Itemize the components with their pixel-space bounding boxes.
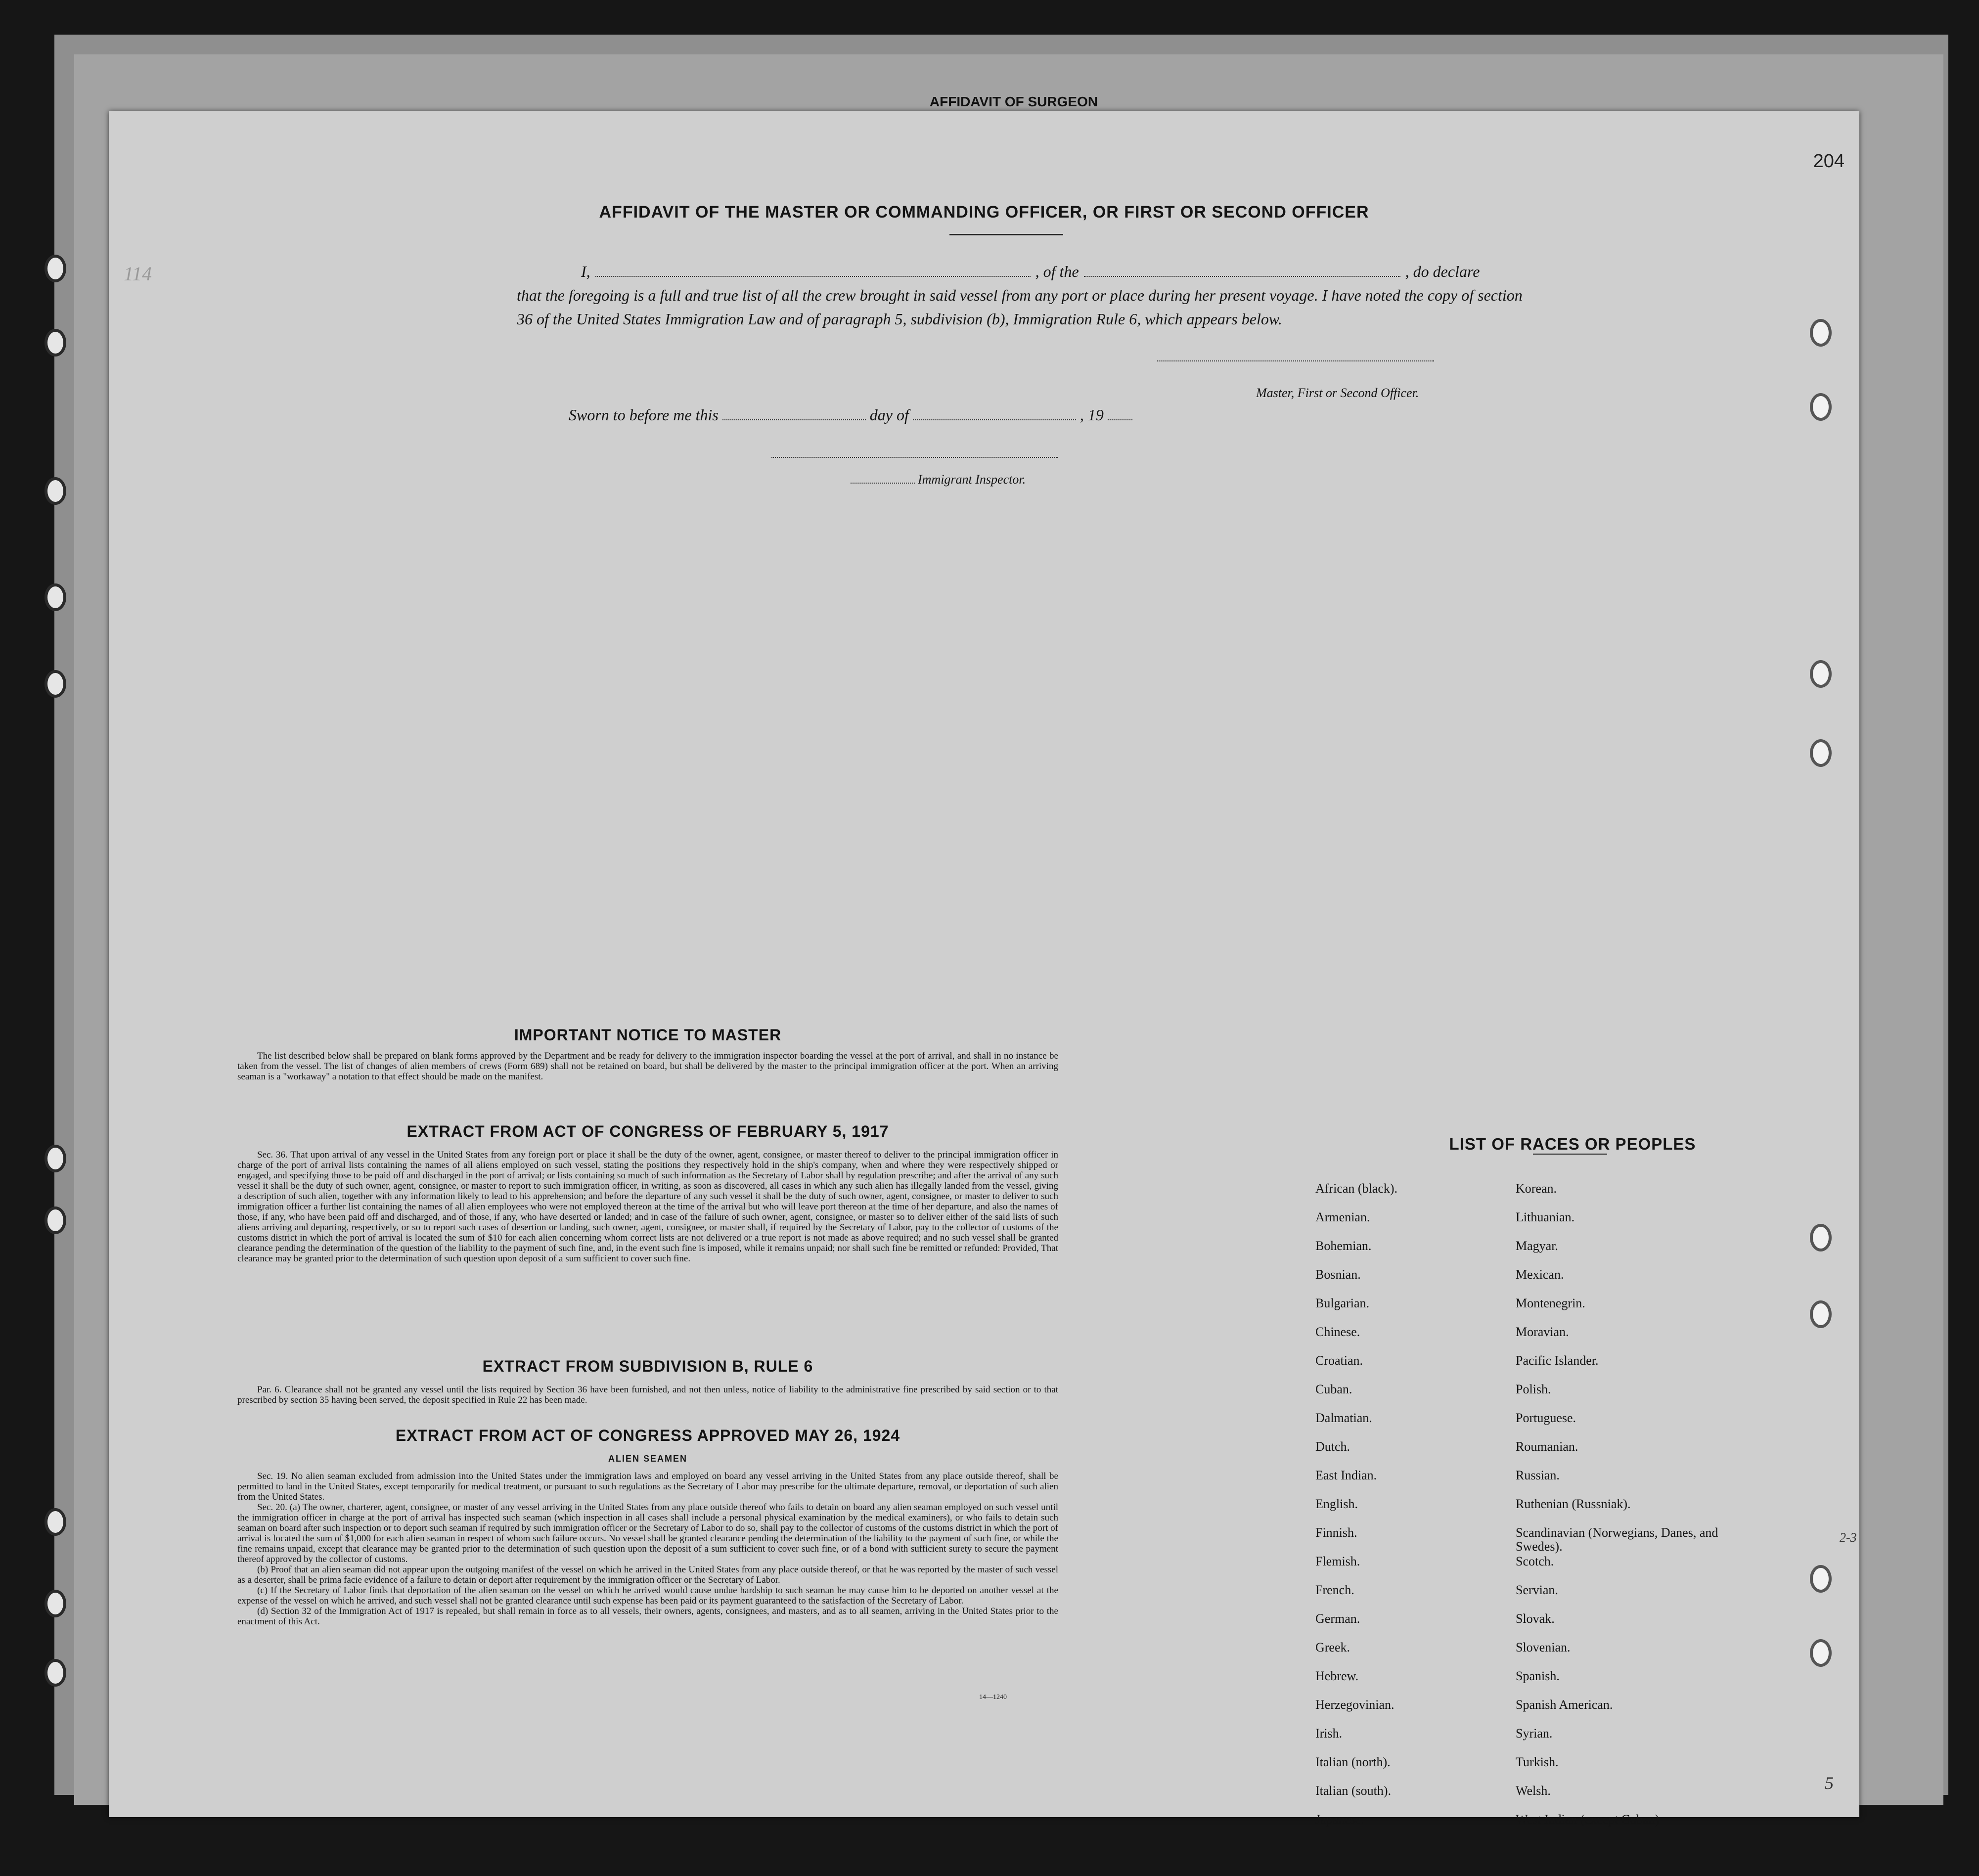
inspector-signature-line[interactable] bbox=[771, 455, 1058, 458]
race-item: German. bbox=[1315, 1611, 1360, 1626]
margin-mark: 114 bbox=[124, 263, 152, 285]
manifest-page bbox=[109, 111, 1859, 1827]
inspector-label: Immigrant Inspector. bbox=[918, 472, 1026, 487]
race-item: Italian (north). bbox=[1315, 1755, 1391, 1769]
race-item: West Indian (except Cuban) bbox=[1516, 1812, 1660, 1827]
binder-hole-icon bbox=[1810, 1565, 1832, 1593]
name-blank[interactable] bbox=[595, 263, 1031, 277]
race-item: Slovak. bbox=[1516, 1611, 1555, 1626]
race-item: Dalmatian. bbox=[1315, 1411, 1372, 1425]
binder-hole-icon bbox=[45, 477, 66, 505]
affidavit-declare: , do declare bbox=[1405, 263, 1480, 280]
races-title-rule bbox=[1533, 1154, 1607, 1155]
race-item: Finnish. bbox=[1315, 1525, 1357, 1540]
binder-hole-icon bbox=[1810, 319, 1832, 347]
extract3-title: EXTRACT FROM ACT OF CONGRESS APPROVED MAY 26, 1924 bbox=[395, 1427, 900, 1444]
sworn-year-blank[interactable] bbox=[1108, 406, 1132, 420]
sec20d-text: (d) Section 32 of the Immigration Act of 1917 is repealed, but shall remain in force as to all vessels, their owners, agents, consignees, and masters, and as to all seamen, arriving in the United States prior to the enactment of this Act. bbox=[237, 1606, 1058, 1627]
race-item: Scandinavian (Norwegians, Danes, and Swedes). bbox=[1516, 1525, 1718, 1554]
binder-hole-icon bbox=[1810, 1639, 1832, 1667]
notice-title: IMPORTANT NOTICE TO MASTER bbox=[514, 1026, 782, 1044]
race-item: Korean. bbox=[1516, 1181, 1557, 1196]
sec20a-text: Sec. 20. (a) The owner, charterer, agent, consignee, or master of any vessel arriving in the United States from any place outside thereof who fails to detain on board any alien seaman employed on such vessel until the immigration officer in charge at the port of arrival has inspected such seaman (which inspection in all cases shall include a personal physical examination by the medical examiners), or who fails to detain such seaman on board after such inspection or to deport such seaman if required by such immigration officer or the Secretary of Labor to do so, shall pay to the collector of customs of the customs district in which the port of arrival is located the sum of $1,000 for each alien seaman in respect of whom such failure occurs. No vessel shall be granted clearance pending the determination of the liability to the payment of such fine, or while the fine remains unpaid, except that clearance may be granted prior to the determination of such question upon the deposit of a sum sufficient to cover such fine, or of a bond with sufficient surety to secure the payment thereof approved by the collector of customs. bbox=[237, 1502, 1058, 1564]
sec20b-text: (b) Proof that an alien seaman did not appear upon the outgoing manifest of the vessel on which he arrived in the United States from any place outside thereof, or that he was reported by the master of such vessel as a deserter, shall be prima facie evidence of a failure to detain or deport after requirement by the immigration officer or the Secretary of Labor. bbox=[237, 1564, 1058, 1585]
race-item: Irish. bbox=[1315, 1726, 1343, 1741]
race-item: Magyar. bbox=[1516, 1239, 1558, 1253]
race-item: Roumanian. bbox=[1516, 1439, 1578, 1454]
race-item: English. bbox=[1315, 1497, 1358, 1511]
affidavit-of-the: , of the bbox=[1035, 263, 1079, 280]
sworn-before-text: Sworn to before me this bbox=[569, 406, 719, 424]
margin-mark: 5 bbox=[1825, 1773, 1834, 1793]
extract1-title: EXTRACT FROM ACT OF CONGRESS OF FEBRUARY 5, 1917 bbox=[406, 1122, 889, 1140]
binder-hole-icon bbox=[45, 255, 66, 282]
race-item: Spanish American. bbox=[1516, 1697, 1613, 1712]
affidavit-line1 bbox=[581, 260, 1526, 283]
race-item: Moravian. bbox=[1516, 1325, 1569, 1339]
race-item: Russian. bbox=[1516, 1468, 1560, 1482]
race-item: Pacific Islander. bbox=[1516, 1353, 1599, 1368]
affidavit-i: I, bbox=[581, 263, 590, 280]
master-signature-label: Master, First or Second Officer. bbox=[1256, 386, 1419, 400]
binder-hole-icon bbox=[1810, 1300, 1832, 1328]
binder-hole-icon bbox=[1810, 1224, 1832, 1251]
sworn-month-blank[interactable] bbox=[913, 406, 1076, 420]
race-item: Spanish. bbox=[1516, 1669, 1560, 1683]
race-item: Ruthenian (Russniak). bbox=[1516, 1497, 1631, 1511]
extract3-subtitle: ALIEN SEAMEN bbox=[608, 1454, 687, 1464]
form-code: 14—1240 bbox=[979, 1694, 1007, 1701]
extract2-text: Par. 6. Clearance shall not be granted any vessel until the lists required by Section 36 have been furnished, and not then unless, notice of liability to the administrative fine prescribed by said section or to that prescribed by section 35 having been served, the deposit specified in Rule 22 has been made. bbox=[237, 1385, 1058, 1405]
title-rule bbox=[949, 234, 1063, 235]
affidavit-declaration bbox=[517, 260, 1526, 331]
race-item: Italian (south). bbox=[1315, 1784, 1392, 1798]
binder-hole-icon bbox=[45, 583, 66, 611]
extract3-body bbox=[109, 1471, 1058, 1627]
binder-hole-icon bbox=[45, 1145, 66, 1172]
race-item: Turkish. bbox=[1516, 1755, 1559, 1769]
binder-hole-icon bbox=[45, 1659, 66, 1687]
back-page-header: AFFIDAVIT OF SURGEON bbox=[929, 94, 1098, 109]
sworn-line bbox=[569, 403, 1261, 427]
binder-hole-icon bbox=[1810, 739, 1832, 767]
races-left-column bbox=[1315, 1182, 1503, 1841]
notice-text: The list described below shall be prepared on blank forms approved by the Department and be ready for delivery to the immigration inspector boarding the vessel at the port of arrival, and shall in no instance be taken from the vessel. The list of changes of alien members of crews (Form 689) shall not be retained on board, but shall be delivered by the master to the principal immigration officer at the port. When an arriving seaman is a "workaway" a notation to that effect should be made on the manifest. bbox=[237, 1051, 1058, 1082]
race-item: Herzegovinian. bbox=[1315, 1697, 1394, 1712]
race-item: Japanese. bbox=[1315, 1812, 1364, 1827]
race-item: Chinese. bbox=[1315, 1325, 1360, 1339]
race-item: Scotch. bbox=[1516, 1554, 1554, 1568]
inspector-line bbox=[851, 470, 1026, 487]
inspector-line-lead bbox=[851, 470, 915, 484]
race-item: Lithuanian. bbox=[1516, 1210, 1575, 1224]
binder-hole-icon bbox=[45, 670, 66, 698]
race-item: Syrian. bbox=[1516, 1726, 1553, 1741]
race-item: French. bbox=[1315, 1583, 1354, 1597]
affidavit-title: AFFIDAVIT OF THE MASTER OR COMMANDING OFFICER, OR FIRST OR SECOND OFFICER bbox=[599, 203, 1369, 222]
race-item: Flemish. bbox=[1315, 1554, 1360, 1568]
race-item: African (black). bbox=[1315, 1181, 1398, 1196]
extract2-title: EXTRACT FROM SUBDIVISION B, RULE 6 bbox=[482, 1357, 813, 1375]
race-item: Dutch. bbox=[1315, 1439, 1350, 1454]
vessel-blank[interactable] bbox=[1084, 263, 1400, 277]
race-item: Armenian. bbox=[1315, 1210, 1370, 1224]
extract1-text: Sec. 36. That upon arrival of any vessel in the United States from any foreign port or place it shall be the duty of the owner, agent, consignee, or master thereof to deliver to the principal immigration officer in charge of the port of arrival lists containing the names of all aliens employed on such vessel, stating the positions they respectively hold in the ship's company, when and where they were respectively shipped or engaged, and specifying those to be paid off and discharged in the port of arrival; or lists containing so much of such information as the Secretary of Labor shall by regulation prescribe; and after the arrival of any such vessel it shall be the duty of such owner, agent, consignee, or master to report to such immigration officer, in writing, as soon as discovered, all cases in which any such alien has illegally landed from the vessel, giving a description of such alien, together with any information likely to lead to his apprehension; and before the departure of any such vessel it shall be the duty of such owner, agent, consignee, or master to deliver to such immigration officer a further list containing the names of all alien employees who were not employed thereon at the time of the arrival but who will leave port thereon at the time of her departure, and also the names of those, if any, who have been paid off and discharged, and of those, if any, who have deserted or landed; and in case of the failure of such owner, agent, consignee, or master so to deliver either of the said lists of such aliens arriving and departing, respectively, or so to report such cases of desertion or landing, such owner, agent, consignee, or master shall, if required by the Secretary of Labor, pay to the collector of customs of the customs district in which the port of arrival is located the sum of $10 for each alien concerning whom correct lists are not delivered or a true report is not made as above required; and no such vessel shall be granted clearance pending the determination of the question of the liability to the payment of such fine, and, in the event such fine is imposed, while it remains unpaid; nor shall such fine be remitted or refunded: Provided, That clearance may be granted prior to the determination of such question upon deposit of a sum sufficient to cover such fine. bbox=[237, 1150, 1058, 1264]
race-item: East Indian. bbox=[1315, 1468, 1377, 1482]
race-item: Bosnian. bbox=[1315, 1267, 1361, 1282]
race-item: Portuguese. bbox=[1516, 1411, 1576, 1425]
races-right-column bbox=[1516, 1182, 1733, 1841]
race-item: Montenegrin. bbox=[1516, 1296, 1585, 1310]
binder-hole-icon bbox=[1810, 393, 1832, 421]
affidavit-body: that the foregoing is a full and true list of all the crew brought in said vessel from any port or place during her present voyage. I have noted the copy of section 36 of the United States Immigration Law and of paragraph 5, subdivision (b), Immigration Rule 6, which appears below. bbox=[517, 286, 1523, 328]
race-item: Servian. bbox=[1516, 1583, 1558, 1597]
day-of-text: day of bbox=[869, 406, 909, 424]
sec19-text: Sec. 19. No alien seaman excluded from admission into the United States under the immigration laws and employed on board any vessel arriving in the United States from any place outside thereof, shall be permitted to land in the United States, except temporarily for medical treatment, or pursuant to such regulations as the Secretary of Labor may prescribe for the ultimate departure, removal, or deportation of such alien from the United States. bbox=[237, 1471, 1058, 1502]
race-item: Croatian. bbox=[1315, 1353, 1363, 1368]
binder-hole-icon bbox=[45, 329, 66, 357]
sworn-day-blank[interactable] bbox=[722, 406, 866, 420]
page-number: 204 bbox=[1813, 151, 1844, 172]
master-signature-line[interactable] bbox=[1157, 358, 1434, 361]
year-prefix-text: , 19 bbox=[1079, 406, 1104, 424]
races-title: LIST OF RACES OR PEOPLES bbox=[1449, 1135, 1696, 1153]
race-item: Cuban. bbox=[1315, 1382, 1352, 1396]
race-item: Greek. bbox=[1315, 1640, 1350, 1654]
binder-hole-icon bbox=[1810, 660, 1832, 688]
race-item: Hebrew. bbox=[1315, 1669, 1359, 1683]
race-item: Bohemian. bbox=[1315, 1239, 1372, 1253]
sec20c-text: (c) If the Secretary of Labor finds that deportation of the alien seaman on the vessel on which he arrived would cause undue hardship to such seaman he may cause him to be deported on another vessel at the expense of the vessel on which he arrived, and such vessel shall not be granted clearance until such expense has been paid or its payment guaranteed to the satisfaction of the Secretary of Labor. bbox=[237, 1585, 1058, 1606]
race-item: Polish. bbox=[1516, 1382, 1551, 1396]
race-item: Bulgarian. bbox=[1315, 1296, 1370, 1310]
race-item: Mexican. bbox=[1516, 1267, 1564, 1282]
race-item: Welsh. bbox=[1516, 1784, 1551, 1798]
binder-hole-icon bbox=[45, 1508, 66, 1536]
binder-hole-icon bbox=[45, 1590, 66, 1617]
race-item: Slovenian. bbox=[1516, 1640, 1571, 1654]
margin-mark: 2-3 bbox=[1840, 1530, 1857, 1545]
binder-hole-icon bbox=[45, 1206, 66, 1234]
